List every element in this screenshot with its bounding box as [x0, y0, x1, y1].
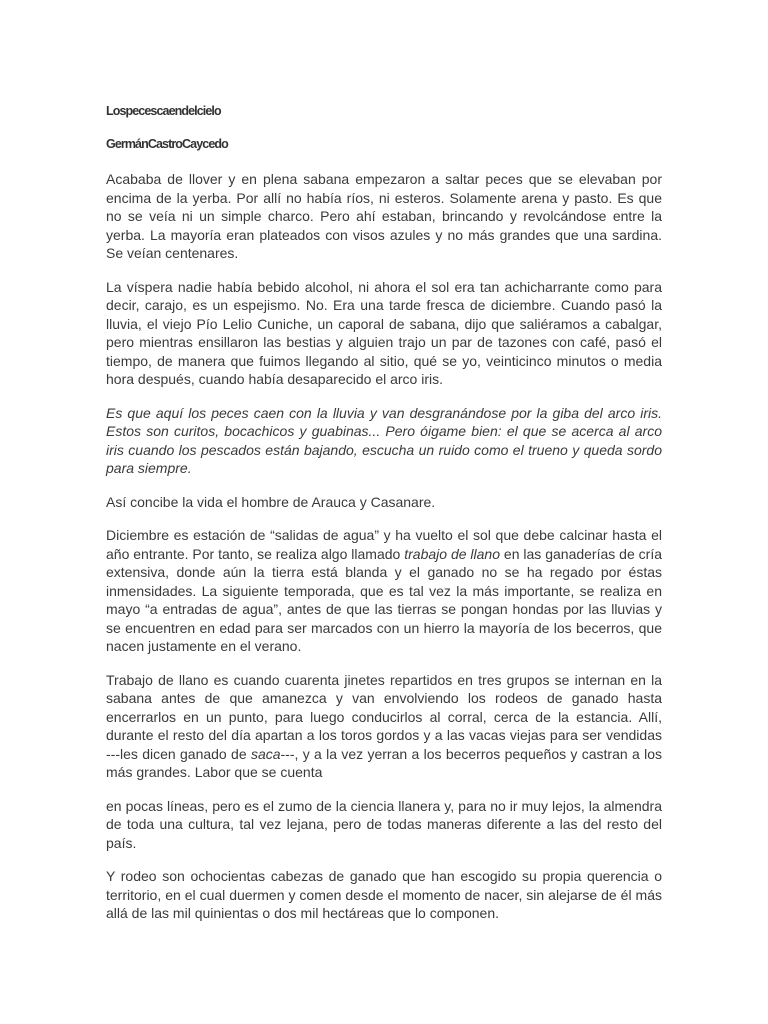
- document-title: Lospecescaendelcielo: [106, 104, 221, 118]
- document-author: GermánCastroCaycedo: [106, 137, 228, 151]
- paragraph-6-text-a: Trabajo de llano es cuando cuarenta jinetes repartidos en tres grupos se internan en la sabana antes de que amanezca y van envolviendo los rodeos de ganado hasta encerrarlos en un punto, para luego conducirlos al corral, cerca de la estancia. Allí, durante el resto del día apartan a los toros gordos y a las vacas viejas para ser vendidas ---les dicen ganado de: [106, 671, 662, 762]
- paragraph-5-emphasis: trabajo de llano: [404, 545, 501, 562]
- paragraph-6-text-b: ---, y a la vez yerran a los becerros pequeños y castran a los más grandes. Labor que se cuenta: [106, 745, 662, 780]
- paragraph-5-text-b: en las ganaderías de cría extensiva, donde aún la tierra está blanda y el ganado no se ha regado por éstas inmensidades. La siguiente temporada, que es tal vez la más importante, se realiza en mayo “a entradas de agua”, antes de que las tierras se pongan hondas por las lluvias y se encuentren en edad para ser marcados con un hierro la mayoría de los becerros, que nacen justamente en el verano.: [106, 545, 662, 654]
- paragraph-5: [106, 526, 662, 656]
- paragraph-1: Acababa de llover y en plena sabana empezaron a saltar peces que se elevaban por encima de la yerba. Por allí no había ríos, ni esteros. Solamente arena y pasto. Es que no se veía ni un simple charco. Pero ahí estaban, brincando y revolcándose entre la yerba. La mayoría eran plateados con visos azules y no más grandes que una sardina. Se veían centenares.: [106, 171, 662, 261]
- paragraph-4: Así concibe la vida el hombre de Arauca y Casanare.: [106, 493, 436, 510]
- paragraph-3-quote: Es que aquí los peces caen con la lluvia y van desgranándose por la giba del arco iris. Estos son curitos, bocachicos y guabinas... Pero óigame bien: el que se acerca al arco iris cuando los pescados están bajando, escucha un ruido como el trueno y queda sordo para siempre.: [106, 404, 662, 476]
- paragraph-2: La víspera nadie había bebido alcohol, ni ahora el sol era tan achicharrante como para decir, carajo, es un espejismo. No. Era una tarde fresca de diciembre. Cuando pasó la lluvia, el viejo Pío Lelio Cuniche, un caporal de sabana, dijo que saliéramos a cabalgar, pero mientras ensillaron las bestias y alguien trajo un par de tazones con café, pasó el tiempo, de manera que fuimos llegando al sitio, qué se yo, veinticinco minutos o media hora después, cuando había desaparecido el arco iris.: [106, 278, 662, 387]
- document-page: [106, 104, 662, 938]
- paragraph-8: Y rodeo son ochocientas cabezas de ganado que han escogido su propia querencia o territorio, en el cual duermen y comen desde el momento de nacer, sin alejarse de él más allá de las mil quinientas o dos mil hectáreas que lo componen.: [106, 868, 662, 921]
- paragraph-5-text-a: Diciembre es estación de “salidas de agua” y ha vuelto el sol que debe calcinar hasta el año entrante. Por tanto, se realiza algo llamado: [106, 527, 662, 562]
- paragraph-6-emphasis: saca: [250, 745, 281, 762]
- paragraph-7: en pocas líneas, pero es el zumo de la ciencia llanera y, para no ir muy lejos, la almendra de toda una cultura, tal vez lejana, pero de todas maneras diferente a las del resto del país.: [106, 797, 662, 851]
- paragraph-6: [106, 671, 662, 782]
